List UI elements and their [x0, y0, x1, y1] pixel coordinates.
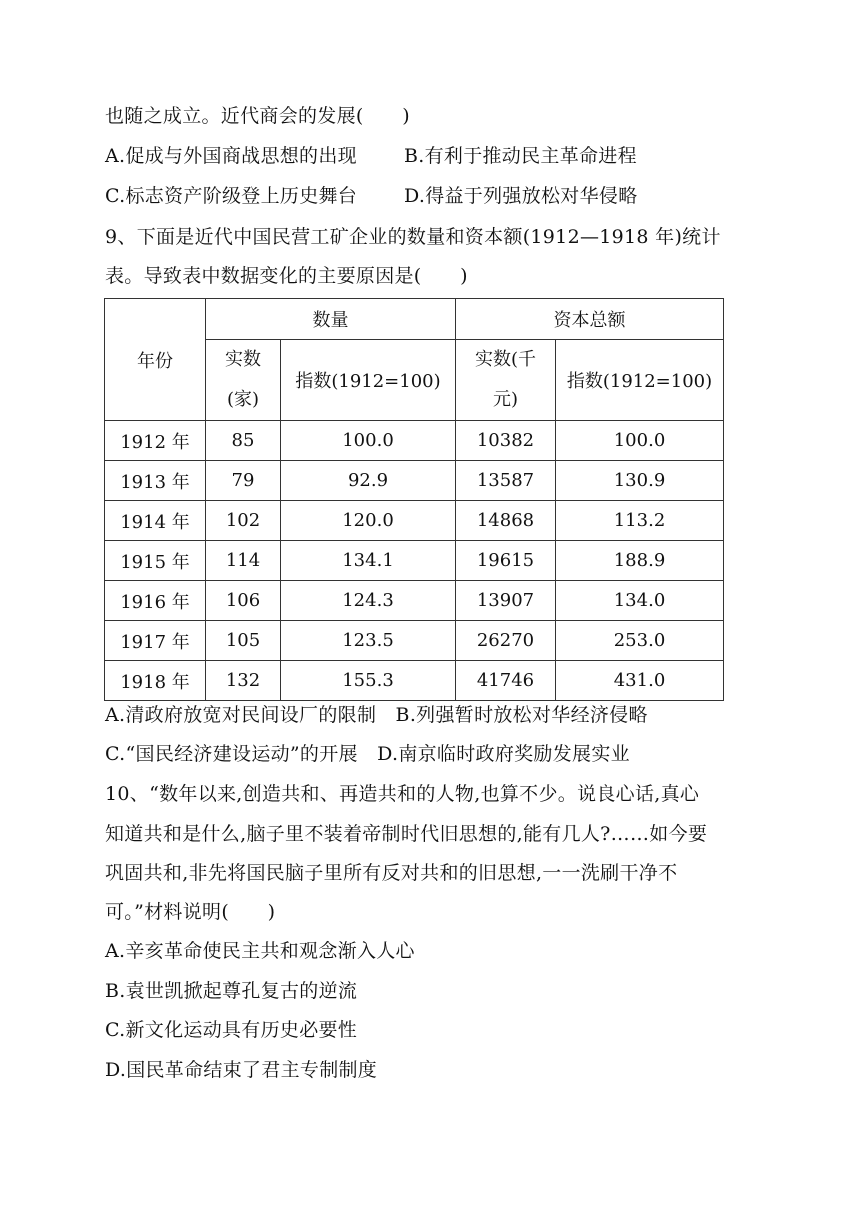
cell-count: 102 — [206, 501, 281, 541]
cell-capital: 14868 — [456, 501, 556, 541]
header-count-actual-line2: (家) — [226, 389, 260, 410]
cell-count: 114 — [206, 541, 281, 581]
q10-stem-line-3: 巩固共和,非先将国民脑子里所有反对共和的旧思想,一一洗刷干净不 — [105, 862, 678, 884]
header-count-index: 指数(1912=100) — [281, 340, 456, 421]
q10-stem-line-4: 可。”材料说明( ) — [105, 901, 276, 923]
cell-count-index: 155.3 — [281, 661, 456, 701]
cell-year: 1916 年 — [105, 581, 206, 621]
header-count: 数量 — [206, 299, 456, 340]
cell-year: 1917 年 — [105, 621, 206, 661]
q10-option-d: D.国民革命结束了君主专制制度 — [105, 1059, 378, 1081]
table-row — [105, 581, 724, 621]
cell-count-index: 123.5 — [281, 621, 456, 661]
cell-capital: 10382 — [456, 421, 556, 461]
cell-capital: 13587 — [456, 461, 556, 501]
cell-count: 106 — [206, 581, 281, 621]
cell-count-index: 100.0 — [281, 421, 456, 461]
q10-option-b: B.袁世凯掀起尊孔复古的逆流 — [105, 980, 358, 1002]
cell-count: 85 — [206, 421, 281, 461]
cell-capital-index: 253.0 — [556, 621, 724, 661]
q9-stem-line-1: 9、下面是近代中国民营工矿企业的数量和资本额(1912—1918 年)统计 — [105, 226, 721, 248]
enterprise-stats-table — [104, 298, 724, 701]
q9-stem-line-2: 表。导致表中数据变化的主要原因是( ) — [105, 265, 468, 287]
cell-count-index: 134.1 — [281, 541, 456, 581]
header-capital-index: 指数(1912=100) — [556, 340, 724, 421]
q8-option-b: B.有利于推动民主革命进程 — [404, 145, 637, 167]
q10-option-a: A.辛亥革命使民主共和观念渐入人心 — [105, 940, 415, 962]
cell-capital-index: 130.9 — [556, 461, 724, 501]
cell-count: 132 — [206, 661, 281, 701]
cell-year: 1913 年 — [105, 461, 206, 501]
table-row — [105, 421, 724, 461]
q8-option-a: A.促成与外国商战思想的出现 — [105, 145, 357, 167]
cell-capital-index: 188.9 — [556, 541, 724, 581]
cell-count: 79 — [206, 461, 281, 501]
cell-count-index: 124.3 — [281, 581, 456, 621]
header-capital-actual-line2: 元) — [492, 389, 519, 410]
q8-stem-tail: 也随之成立。近代商会的发展( ) — [105, 105, 410, 127]
q10-option-c: C.新文化运动具有历史必要性 — [105, 1019, 358, 1041]
table-row — [105, 661, 724, 701]
cell-capital-index: 113.2 — [556, 501, 724, 541]
q10-stem-line-2: 知道共和是什么,脑子里不装着帝制时代旧思想的,能有几人?……如今要 — [105, 823, 708, 845]
cell-year: 1918 年 — [105, 661, 206, 701]
header-count-actual — [206, 340, 281, 421]
header-count-actual-line1: 实数 — [225, 349, 261, 370]
header-capital-actual — [456, 340, 556, 421]
q8-option-d: D.得益于列强放松对华侵略 — [404, 185, 638, 207]
cell-capital: 13907 — [456, 581, 556, 621]
cell-count-index: 120.0 — [281, 501, 456, 541]
table-row — [105, 501, 724, 541]
cell-year: 1914 年 — [105, 501, 206, 541]
cell-count-index: 92.9 — [281, 461, 456, 501]
cell-count: 105 — [206, 621, 281, 661]
cell-year: 1912 年 — [105, 421, 206, 461]
q9-options-cd: C.“国民经济建设运动”的开展 D.南京临时政府奖励发展实业 — [105, 743, 630, 765]
header-year: 年份 — [105, 299, 206, 421]
table-row — [105, 621, 724, 661]
table-row — [105, 461, 724, 501]
q8-option-c: C.标志资产阶级登上历史舞台 — [105, 185, 358, 207]
cell-capital: 41746 — [456, 661, 556, 701]
q9-options-ab: A.清政府放宽对民间设厂的限制 B.列强暂时放松对华经济侵略 — [105, 704, 648, 726]
table-row — [105, 541, 724, 581]
cell-capital: 19615 — [456, 541, 556, 581]
cell-capital-index: 431.0 — [556, 661, 724, 701]
table-header-row — [105, 299, 724, 340]
header-capital-actual-line1: 实数(千 — [474, 349, 537, 370]
cell-capital: 26270 — [456, 621, 556, 661]
cell-capital-index: 100.0 — [556, 421, 724, 461]
q10-stem-line-1: 10、“数年以来,创造共和、再造共和的人物,也算不少。说良心话,真心 — [105, 783, 700, 805]
cell-capital-index: 134.0 — [556, 581, 724, 621]
cell-year: 1915 年 — [105, 541, 206, 581]
header-capital: 资本总额 — [456, 299, 724, 340]
